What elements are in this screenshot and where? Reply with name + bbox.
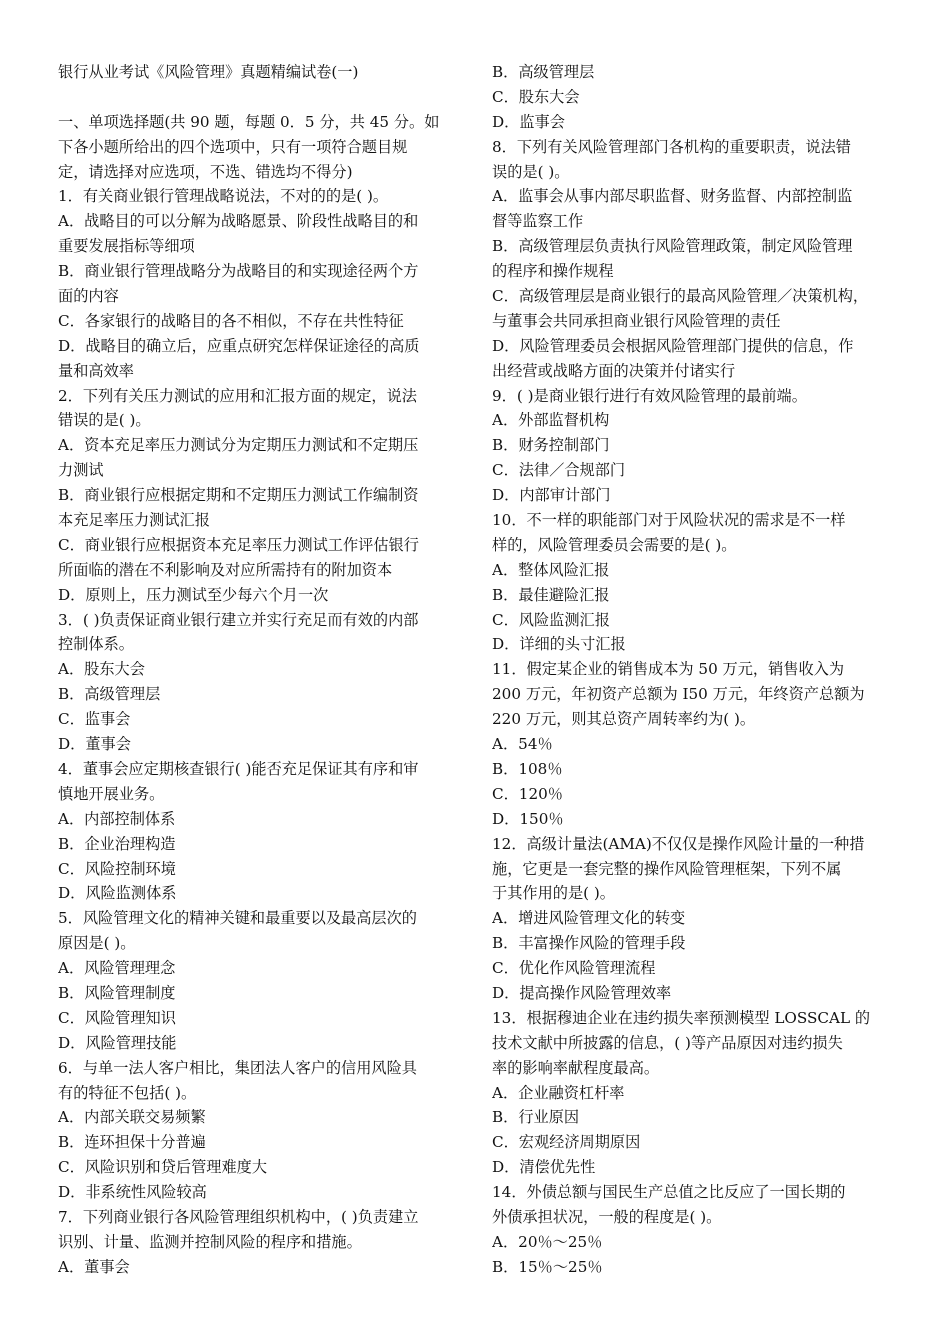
- text-line: B．108％: [492, 759, 563, 778]
- text-line: 一、单项选择题(共 90 题，每题 0．5 分，共 45 分。如: [58, 112, 440, 131]
- right-text-column: [492, 60, 900, 1280]
- text-line: 定，请选择对应选项，不选、错选均不得分): [58, 162, 353, 181]
- text-line: D．董事会: [58, 735, 131, 754]
- text-line: C．风险控制环境: [58, 859, 176, 878]
- text-line: 7．下列商业银行各风险管理组织机构中，( )负责建立: [58, 1207, 419, 1226]
- text-line: 施，它更是一套完整的操作风险管理框架，下列不属: [492, 859, 842, 878]
- text-line: 所面临的潜在不利影响及对应所需持有的附加资本: [58, 560, 393, 579]
- text-line: B．15％～25％: [492, 1257, 603, 1276]
- text-line: A．54％: [492, 735, 553, 754]
- text-line: B．连环担保十分普遍: [58, 1133, 206, 1152]
- text-line: 3．( )负责保证商业银行建立并实行充足而有效的内部: [58, 610, 419, 629]
- text-line: D．提高操作风险管理效率: [492, 983, 672, 1002]
- text-line: D．风险监测体系: [58, 884, 177, 903]
- text-line: 2．下列有关压力测试的应用和汇报方面的规定，说法: [58, 386, 417, 405]
- text-line: 200 万元，年初资产总额为 I50 万元，年终资产总额为: [492, 685, 865, 704]
- text-line: [58, 85, 461, 110]
- text-line: 有的特征不包括( )。: [58, 1083, 197, 1102]
- text-line: 4．董事会应定期核查银行( )能否充足保证其有序和审: [58, 759, 419, 778]
- text-line: A．股东大会: [58, 660, 145, 679]
- text-line: C．高级管理层是商业银行的最高风险管理／决策机构，: [492, 287, 869, 306]
- text-line: A．外部监督机构: [492, 411, 610, 430]
- text-line: 10．不一样的职能部门对于风险状况的需求是不一样: [492, 511, 846, 530]
- left-text-column: [58, 60, 461, 1280]
- text-line: 错误的是( )。: [58, 411, 151, 430]
- text-line: D．战略目的确立后，应重点研究怎样保证途径的高质: [58, 336, 420, 355]
- text-line: C．法律／合规部门: [492, 461, 626, 480]
- text-line: 本充足率压力测试汇报: [58, 511, 210, 530]
- text-line: 银行从业考试《风险管理》真题精编试卷(一): [58, 63, 359, 81]
- text-line: 率的影响率献程度最高。: [492, 1058, 660, 1077]
- text-line: 督等监察工作: [492, 212, 584, 231]
- text-line: A．董事会: [58, 1257, 130, 1276]
- text-line: 于其作用的是( )。: [492, 884, 615, 903]
- text-line: C．风险监测汇报: [492, 610, 610, 629]
- text-line: A．20％～25％: [492, 1232, 603, 1251]
- text-line: D．非系统性风险较高: [58, 1183, 207, 1202]
- text-line: B．风险管理制度: [58, 983, 176, 1002]
- text-line: B．商业银行管理战略分为战略目的和实现途径两个方: [58, 262, 419, 281]
- text-line: B．高级管理层: [58, 685, 161, 704]
- text-line: 220 万元，则其总资产周转率约为( )。: [492, 710, 756, 729]
- text-line: C．风险识别和贷后管理难度大: [58, 1158, 268, 1177]
- text-line: 控制体系。: [58, 635, 134, 654]
- text-line: A．企业融资杠杆率: [492, 1083, 625, 1102]
- text-line: B．高级管理层: [492, 63, 595, 81]
- text-line: C．各家银行的战略目的各不相似，不存在共性特征: [58, 311, 404, 330]
- text-line: 与董事会共同承担商业银行风险管理的责任: [492, 311, 781, 330]
- text-line: D．内部审计部门: [492, 486, 611, 505]
- text-line: D．风险管理技能: [58, 1033, 177, 1052]
- text-line: D．150％: [492, 809, 564, 828]
- text-line: 的程序和操作规程: [492, 262, 614, 281]
- text-line: A．战略目的可以分解为战略愿景、阶段性战略目的和: [58, 212, 419, 231]
- text-line: D．风险管理委员会根据风险管理部门提供的信息，作: [492, 336, 854, 355]
- text-line: C．优化作风险管理流程: [492, 959, 656, 978]
- text-line: C．宏观经济周期原因: [492, 1133, 641, 1152]
- text-line: 外债承担状况，一般的程度是( )。: [492, 1207, 722, 1226]
- text-line: B．财务控制部门: [492, 436, 610, 455]
- text-line: C．股东大会: [492, 87, 580, 106]
- text-line: 9．( )是商业银行进行有效风险管理的最前端。: [492, 386, 807, 405]
- text-line: C．监事会: [58, 710, 131, 729]
- text-line: 5．风险管理文化的精神关键和最重要以及最高层次的: [58, 909, 417, 928]
- text-line: 6．与单一法人客户相比，集团法人客户的信用风险具: [58, 1058, 417, 1077]
- text-line: A．风险管理理念: [58, 959, 176, 978]
- text-line: C．风险管理知识: [58, 1008, 176, 1027]
- text-line: 13．根据穆迪企业在违约损失率预测模型 LOSSCAL 的: [492, 1008, 871, 1027]
- text-line: B．丰富操作风险的管理手段: [492, 934, 686, 953]
- text-line: 8．下列有关风险管理部门各机构的重要职责，说法错: [492, 137, 851, 156]
- text-line: B．最佳避险汇报: [492, 585, 610, 604]
- text-line: 1．有关商业银行管理战略说法，不对的的是( )。: [58, 187, 389, 206]
- text-line: A．内部关联交易频繁: [58, 1108, 206, 1127]
- text-line: A．整体风险汇报: [492, 560, 610, 579]
- text-line: B．商业银行应根据定期和不定期压力测试工作编制资: [58, 486, 419, 505]
- text-line: C．商业银行应根据资本充足率压力测试工作评估银行: [58, 535, 419, 554]
- text-line: 量和高效率: [58, 361, 134, 380]
- text-line: 12．高级计量法(AMA)不仅仅是操作风险计量的一种措: [492, 834, 865, 853]
- text-line: B．企业治理构造: [58, 834, 176, 853]
- text-line: 面的内容: [58, 287, 119, 306]
- text-line: 出经营或战略方面的决策并付诸实行: [492, 361, 735, 380]
- text-line: C．120％: [492, 784, 563, 803]
- text-line: B．行业原因: [492, 1108, 580, 1127]
- text-line: 样的，风险管理委员会需要的是( )。: [492, 535, 737, 554]
- text-line: 技术文献中所披露的信息，( )等产品原因对违约损失: [492, 1033, 843, 1052]
- text-line: A．内部控制体系: [58, 809, 176, 828]
- text-line: D．原则上，压力测试至少每六个月一次: [58, 585, 329, 604]
- text-line: B．高级管理层负责执行风险管理政策，制定风险管理: [492, 237, 853, 256]
- text-line: A．资本充足率压力测试分为定期压力测试和不定期压: [58, 436, 419, 455]
- text-line: D．详细的头寸汇报: [492, 635, 626, 654]
- text-line: 下各小题所给出的四个选项中，只有一项符合题目规: [58, 137, 408, 156]
- text-line: 14．外债总额与国民生产总值之比反应了一国长期的: [492, 1183, 846, 1202]
- text-line: 误的是( )。: [492, 162, 570, 181]
- text-line: D．清偿优先性: [492, 1158, 596, 1177]
- text-line: 慎地开展业务。: [58, 784, 165, 803]
- text-line: 重要发展指标等细项: [58, 237, 195, 256]
- text-line: 力测试: [58, 461, 104, 480]
- text-line: D．监事会: [492, 112, 565, 131]
- text-line: 11．假定某企业的销售成本为 50 万元，销售收入为: [492, 660, 845, 679]
- text-line: A．监事会从事内部尽职监督、财务监督、内部控制监: [492, 187, 853, 206]
- text-line: A．增进风险管理文化的转变: [492, 909, 686, 928]
- text-line: 识别、计量、监测并控制风险的程序和措施。: [58, 1232, 362, 1251]
- text-line: 原因是( )。: [58, 934, 136, 953]
